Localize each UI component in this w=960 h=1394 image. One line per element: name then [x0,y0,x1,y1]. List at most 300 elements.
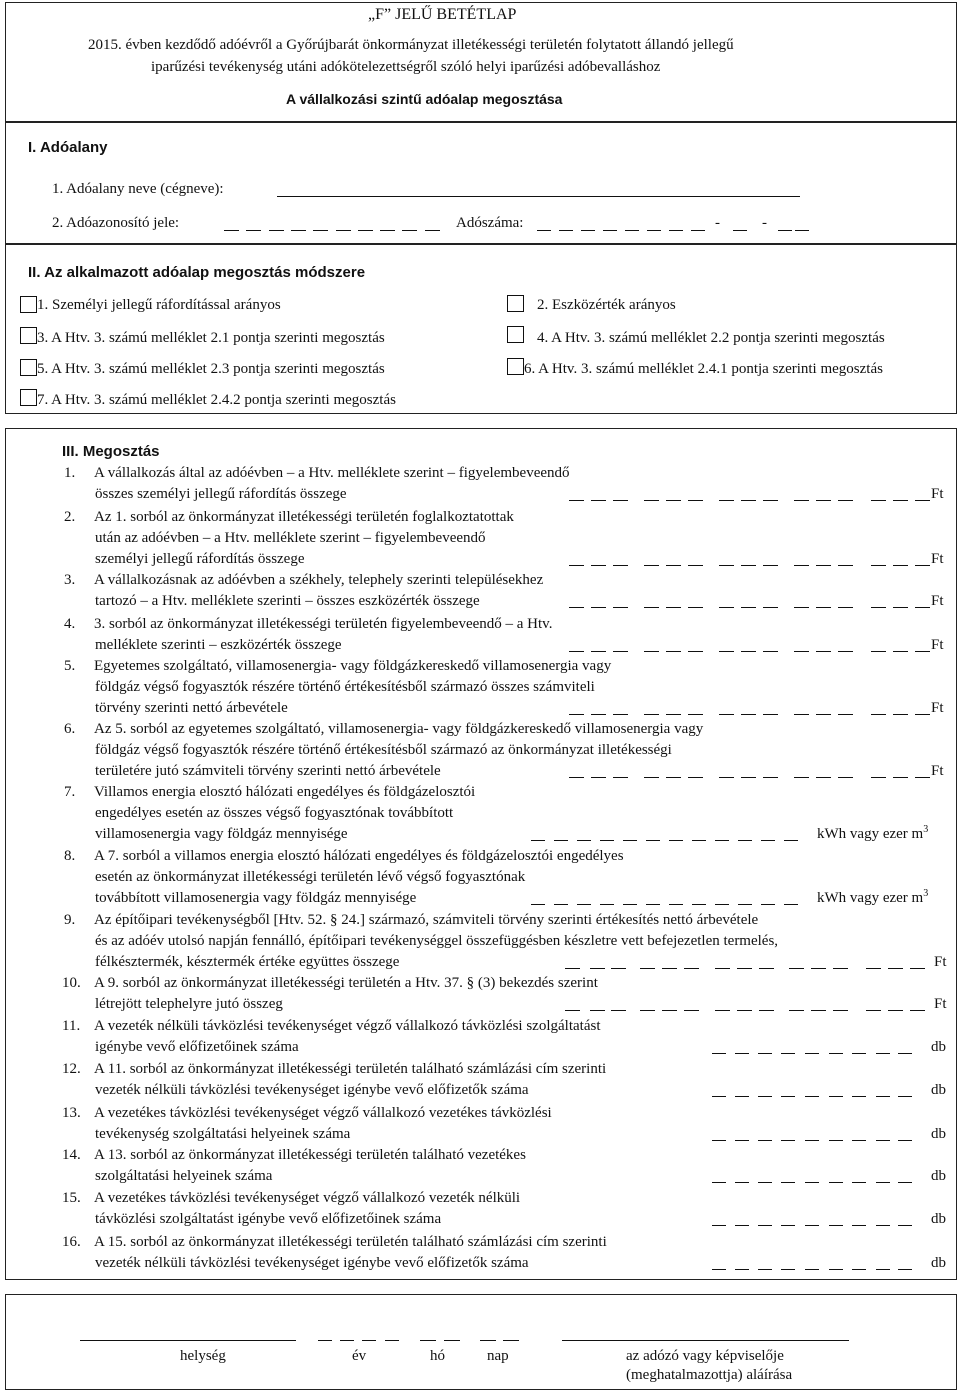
amount-digit-field[interactable] [915,565,930,566]
amount-digit-field[interactable] [876,1053,890,1054]
amount-digit-field[interactable] [719,651,734,652]
row-label-line: vezeték nélküli távközlési tevékenységet igénybe vevő előfizetők száma [95,1255,529,1271]
amount-digit-field[interactable] [781,1182,795,1183]
amount-digit-field[interactable] [531,840,545,841]
amount-digit-field[interactable] [644,714,659,715]
amount-digit-field[interactable] [888,968,903,969]
row-label-line: személyi jellegű ráfordítás összege [95,551,305,567]
row-number: 16. [62,1234,81,1250]
row-label-line: Az építőipari tevékenységből [Htv. 52. § 24.] származó, számviteli törvény szerinti értékesítés nettó árbevétele [94,912,759,928]
signer-label-1: az adózó vagy képviselője [626,1348,784,1364]
amount-digit-field[interactable] [852,1053,866,1054]
amount-digit-field[interactable] [640,1010,655,1011]
tax-number-digit[interactable] [537,230,551,231]
row-label-line: Az 5. sorból az egyetemes szolgáltató, villamosenergia- vagy földgázkereskedő villamosenergia vagy [94,721,704,737]
amount-digit-field[interactable] [816,651,831,652]
amount-digit-field[interactable] [781,1140,795,1141]
row-unit: db [931,1255,946,1271]
amount-digit-field[interactable] [763,714,778,715]
method-1-checkbox[interactable] [20,296,37,313]
method-2-checkbox[interactable] [507,295,524,312]
amount-digit-field[interactable] [893,714,908,715]
amount-digit-field[interactable] [893,565,908,566]
amount-digit-field[interactable] [759,1010,774,1011]
row-label-line: és az adóév utolsó napján fennálló, építőipari tevékenységgel összefüggésben készletre vett befejezetlen termelés, [95,933,779,949]
amount-digit-field[interactable] [644,565,659,566]
amount-digit-field[interactable] [688,565,703,566]
amount-digit-field[interactable] [805,1269,819,1270]
row-label-line: Villamos energia elosztó hálózati engedélyes és földgázelosztói [94,784,476,800]
tax-id-digit[interactable] [291,230,306,231]
amount-digit-field[interactable] [876,1269,890,1270]
row-number: 1. [64,465,76,481]
amount-digit-field[interactable] [794,777,809,778]
amount-digit-field[interactable] [805,1140,819,1141]
amount-digit-field[interactable] [829,1096,843,1097]
amount-digit-field[interactable] [554,904,568,905]
amount-digit-field[interactable] [613,651,628,652]
amount-digit-field[interactable] [871,651,886,652]
amount-digit-field[interactable] [662,968,677,969]
amount-digit-field[interactable] [761,840,775,841]
row-unit: Ft [931,637,944,653]
amount-digit-field[interactable] [600,904,614,905]
tax-number-digit[interactable] [733,230,747,231]
amount-digit-field[interactable] [758,1096,772,1097]
amount-digit-field[interactable] [565,1010,580,1011]
row-label-line: vezeték nélküli távközlési tevékenységet igénybe vevő előfizetők száma [95,1082,529,1098]
amount-digit-field[interactable] [644,651,659,652]
row-unit: Ft [931,763,944,779]
amount-digit-field[interactable] [871,607,886,608]
amount-digit-field[interactable] [623,840,637,841]
amount-digit-field[interactable] [737,968,752,969]
row-label-line: távközlési szolgáltatást igénybe vevő előfizetőinek száma [95,1211,442,1227]
year-field-2[interactable] [340,1340,354,1341]
year-field-4[interactable] [385,1340,399,1341]
tax-number-digit[interactable] [669,230,683,231]
amount-digit-field[interactable] [644,500,659,501]
tax-id-digit[interactable] [425,230,440,231]
tax-number-digit[interactable] [559,230,573,231]
amount-digit-field[interactable] [569,651,584,652]
amount-digit-field[interactable] [666,565,681,566]
amount-digit-field[interactable] [644,607,659,608]
amount-digit-field[interactable] [781,1269,795,1270]
amount-digit-field[interactable] [712,1096,726,1097]
amount-digit-field[interactable] [852,1140,866,1141]
amount-digit-field[interactable] [531,904,545,905]
amount-digit-field[interactable] [781,1096,795,1097]
amount-digit-field[interactable] [688,500,703,501]
amount-digit-field[interactable] [591,500,606,501]
amount-digit-field[interactable] [761,904,775,905]
amount-digit-field[interactable] [738,904,752,905]
month-field-2[interactable] [444,1340,460,1341]
signature-field[interactable] [562,1340,849,1341]
amount-digit-field[interactable] [763,777,778,778]
amount-digit-field[interactable] [898,1140,912,1141]
amount-digit-field[interactable] [888,1010,903,1011]
amount-digit-field[interactable] [719,777,734,778]
amount-digit-field[interactable] [666,714,681,715]
amount-digit-field[interactable] [666,500,681,501]
method-2-label: 2. Eszközérték arányos [537,297,676,313]
row-unit: Ft [931,700,944,716]
amount-digit-field[interactable] [741,714,756,715]
row-label-line: A vállalkozásnak az adóévben a székhely, telephely szerinti településekhez [94,572,544,588]
amount-digit-field[interactable] [646,840,660,841]
amount-digit-field[interactable] [644,777,659,778]
amount-digit-field[interactable] [794,500,809,501]
amount-digit-field[interactable] [613,565,628,566]
header-line-1: 2015. évben kezdődő adóévről a Győrújbarát önkormányzat illetékességi területén folytatott állandó jellegű [88,37,734,53]
amount-digit-field[interactable] [838,777,853,778]
amount-digit-field[interactable] [666,651,681,652]
amount-digit-field[interactable] [712,1053,726,1054]
row-unit: db [931,1039,946,1055]
row-label-line: igénybe vevő előfizetőinek száma [95,1039,299,1055]
tax-number-label: Adószáma: [456,215,524,231]
amount-digit-field[interactable] [758,1225,772,1226]
amount-digit-field[interactable] [893,777,908,778]
amount-digit-field[interactable] [829,1140,843,1141]
amount-digit-field[interactable] [590,1010,605,1011]
amount-digit-field[interactable] [893,607,908,608]
tax-number-digit[interactable] [778,230,792,231]
amount-digit-field[interactable] [789,1010,804,1011]
amount-digit-field[interactable] [893,500,908,501]
amount-digit-field[interactable] [666,777,681,778]
tax-number-sep-2: - [762,215,767,231]
amount-digit-field[interactable] [763,607,778,608]
amount-digit-field[interactable] [715,1010,730,1011]
amount-digit-field[interactable] [554,840,568,841]
row-label-line: villamosenergia vagy földgáz mennyisége [95,826,348,842]
amount-digit-field[interactable] [569,500,584,501]
row-label-line: A vállalkozás által az adóévben – a Htv. melléklete szerint – figyelembeveendő [94,465,570,481]
amount-digit-field[interactable] [758,1182,772,1183]
amount-digit-field[interactable] [741,777,756,778]
taxpayer-name-label: 1. Adóalany neve (cégneve): [52,181,224,197]
amount-digit-field[interactable] [737,1010,752,1011]
amount-digit-field[interactable] [910,968,925,969]
row-number: 3. [64,572,76,588]
amount-digit-field[interactable] [738,840,752,841]
row-number: 12. [62,1061,81,1077]
amount-digit-field[interactable] [898,1053,912,1054]
row-label-line: létrejött telephelyre jutó összeg [95,996,283,1012]
amount-digit-field[interactable] [811,968,826,969]
row-label-line: területére jutó számviteli törvény szerinti nettó árbevétele [95,763,441,779]
tax-number-digit[interactable] [647,230,661,231]
amount-digit-field[interactable] [876,1182,890,1183]
amount-digit-field[interactable] [910,1010,925,1011]
signature-box [5,1294,957,1390]
amount-digit-field[interactable] [613,777,628,778]
amount-digit-field[interactable] [591,651,606,652]
tax-id-digit[interactable] [336,230,351,231]
tax-id-digit[interactable] [313,230,328,231]
amount-digit-field[interactable] [684,968,699,969]
amount-digit-field[interactable] [805,1182,819,1183]
amount-digit-field[interactable] [876,1225,890,1226]
amount-digit-field[interactable] [735,1053,749,1054]
amount-digit-field[interactable] [838,714,853,715]
tax-id-digit[interactable] [224,230,239,231]
tax-number-digit[interactable] [691,230,705,231]
amount-digit-field[interactable] [712,1269,726,1270]
amount-digit-field[interactable] [600,840,614,841]
month-label: hó [430,1348,445,1364]
row-label-line: után az adóévben – a Htv. melléklete szerint – figyelembeveendő [95,530,486,546]
amount-digit-field[interactable] [712,1182,726,1183]
row-number: 14. [62,1147,81,1163]
place-field[interactable] [80,1340,296,1341]
amount-digit-field[interactable] [569,714,584,715]
amount-digit-field[interactable] [688,777,703,778]
section-2-heading: II. Az alkalmazott adóalap megosztás módszere [28,264,366,281]
amount-digit-field[interactable] [898,1182,912,1183]
amount-digit-field[interactable] [816,777,831,778]
amount-digit-field[interactable] [915,500,930,501]
amount-digit-field[interactable] [712,1140,726,1141]
method-1-label: 1. Személyi jellegű ráfordítással arányos [37,297,281,313]
amount-digit-field[interactable] [829,1225,843,1226]
amount-digit-field[interactable] [898,1225,912,1226]
amount-digit-field[interactable] [816,714,831,715]
amount-digit-field[interactable] [577,904,591,905]
row-unit: db [931,1168,946,1184]
amount-digit-field[interactable] [833,1010,848,1011]
amount-digit-field[interactable] [669,904,683,905]
place-label: helység [180,1348,226,1364]
amount-digit-field[interactable] [688,607,703,608]
row-label-line: törvény szerinti nettó árbevétele [95,700,288,716]
tax-number-digit[interactable] [581,230,595,231]
tax-id-digit[interactable] [246,230,261,231]
amount-digit-field[interactable] [758,1140,772,1141]
amount-digit-field[interactable] [915,777,930,778]
amount-digit-field[interactable] [816,565,831,566]
signer-label-2: (meghatalmazottja) aláírása [626,1367,793,1383]
amount-digit-field[interactable] [763,651,778,652]
tax-number-digit[interactable] [795,230,809,231]
row-number: 10. [62,975,81,991]
amount-digit-field[interactable] [684,1010,699,1011]
amount-digit-field[interactable] [613,607,628,608]
section-1-heading: I. Adóalany [28,139,108,156]
amount-digit-field[interactable] [577,840,591,841]
amount-digit-field[interactable] [715,968,730,969]
amount-digit-field[interactable] [876,1140,890,1141]
amount-digit-field[interactable] [669,840,683,841]
amount-digit-field[interactable] [758,1053,772,1054]
tax-number-digit[interactable] [625,230,639,231]
amount-digit-field[interactable] [741,565,756,566]
row-number: 15. [62,1190,81,1206]
amount-digit-field[interactable] [590,968,605,969]
amount-digit-field[interactable] [838,651,853,652]
amount-digit-field[interactable] [794,565,809,566]
amount-digit-field[interactable] [688,714,703,715]
amount-digit-field[interactable] [794,714,809,715]
amount-digit-field[interactable] [829,1182,843,1183]
amount-digit-field[interactable] [871,777,886,778]
amount-digit-field[interactable] [741,651,756,652]
amount-digit-field[interactable] [763,565,778,566]
amount-digit-field[interactable] [833,968,848,969]
amount-digit-field[interactable] [871,500,886,501]
row-label-line: A 13. sorból az önkormányzat illetékességi területén található vezetékes [94,1147,526,1163]
amount-digit-field[interactable] [719,607,734,608]
amount-digit-field[interactable] [735,1269,749,1270]
amount-digit-field[interactable] [898,1269,912,1270]
amount-digit-field[interactable] [591,714,606,715]
row-label-line: engedélyes esetén az összes végső fogyasztónak továbbított [95,805,454,821]
row-label-line: összes személyi jellegű ráfordítás összege [95,486,347,502]
amount-digit-field[interactable] [794,607,809,608]
amount-digit-field[interactable] [712,1225,726,1226]
amount-digit-field[interactable] [805,1096,819,1097]
amount-digit-field[interactable] [735,1225,749,1226]
amount-digit-field[interactable] [893,651,908,652]
amount-digit-field[interactable] [640,968,655,969]
amount-digit-field[interactable] [741,607,756,608]
amount-digit-field[interactable] [915,651,930,652]
row-unit: Ft [931,593,944,609]
amount-digit-field[interactable] [611,1010,626,1011]
amount-digit-field[interactable] [591,565,606,566]
amount-digit-field[interactable] [852,1096,866,1097]
amount-digit-field[interactable] [811,1010,826,1011]
amount-digit-field[interactable] [646,904,660,905]
method-5-checkbox[interactable] [20,359,37,376]
amount-digit-field[interactable] [715,904,729,905]
amount-digit-field[interactable] [623,904,637,905]
row-label-line: továbbított villamosenergia vagy földgáz mennyisége [95,890,417,906]
amount-digit-field[interactable] [763,500,778,501]
amount-digit-field[interactable] [735,1182,749,1183]
row-number: 11. [62,1018,81,1034]
method-7-checkbox[interactable] [20,389,37,406]
row-label-line: A vezetékes távközlési tevékenységet végző vállalkozó vezetékes távközlési [94,1105,552,1121]
amount-digit-field[interactable] [829,1269,843,1270]
amount-digit-field[interactable] [781,1225,795,1226]
tax-id-digit[interactable] [358,230,373,231]
unit-superscript: 3 [923,824,929,835]
method-4-checkbox[interactable] [507,326,524,343]
year-field-1[interactable] [318,1340,332,1341]
amount-digit-field[interactable] [915,607,930,608]
amount-digit-field[interactable] [735,1140,749,1141]
method-6-label: 6. A Htv. 3. számú melléklet 2.4.1 pontja szerinti megosztás [524,361,883,377]
row-label-line: A 7. sorból a villamos energia elosztó hálózati engedélyes és földgázelosztói engedélyes [94,848,624,864]
amount-digit-field[interactable] [852,1182,866,1183]
amount-digit-field[interactable] [569,565,584,566]
amount-digit-field[interactable] [784,840,798,841]
amount-digit-field[interactable] [611,968,626,969]
amount-digit-field[interactable] [805,1053,819,1054]
amount-digit-field[interactable] [876,1096,890,1097]
taxpayer-name-field[interactable] [277,196,800,197]
month-field-1[interactable] [420,1340,436,1341]
amount-digit-field[interactable] [662,1010,677,1011]
amount-digit-field[interactable] [735,1096,749,1097]
row-unit: kWh vagy ezer $m^3$ [817,888,929,906]
amount-digit-field[interactable] [692,840,706,841]
amount-digit-field[interactable] [784,904,798,905]
row-unit: db [931,1211,946,1227]
amount-digit-field[interactable] [759,968,774,969]
unit-superscript: 3 [923,888,929,899]
tax-id-label: 2. Adóazonosító jele: [52,215,180,231]
amount-digit-field[interactable] [613,500,628,501]
amount-digit-field[interactable] [741,500,756,501]
amount-digit-field[interactable] [838,565,853,566]
row-label-line: esetén az önkormányzat illetékességi területén lévő végső fogyasztónak [95,869,526,885]
amount-digit-field[interactable] [871,565,886,566]
amount-digit-field[interactable] [794,651,809,652]
amount-digit-field[interactable] [816,607,831,608]
amount-digit-field[interactable] [758,1269,772,1270]
amount-digit-field[interactable] [838,500,853,501]
method-3-checkbox[interactable] [20,327,37,344]
amount-digit-field[interactable] [569,607,584,608]
amount-digit-field[interactable] [692,904,706,905]
amount-digit-field[interactable] [871,714,886,715]
method-6-checkbox[interactable] [507,358,524,375]
amount-digit-field[interactable] [719,714,734,715]
amount-digit-field[interactable] [866,1010,881,1011]
amount-digit-field[interactable] [789,968,804,969]
amount-digit-field[interactable] [781,1053,795,1054]
amount-digit-field[interactable] [915,714,930,715]
amount-digit-field[interactable] [852,1225,866,1226]
tax-id-digit[interactable] [380,230,395,231]
row-label-line: A 15. sorból az önkormányzat illetékességi területén található számlázási cím szerinti [94,1234,607,1250]
row-label-line: Egyetemes szolgáltató, villamosenergia- vagy földgázkereskedő villamosenergia vagy [94,658,612,674]
amount-digit-field[interactable] [613,714,628,715]
tax-id-digit[interactable] [269,230,284,231]
row-number: 4. [64,616,76,632]
amount-digit-field[interactable] [715,840,729,841]
amount-digit-field[interactable] [838,607,853,608]
year-field-3[interactable] [362,1340,376,1341]
amount-digit-field[interactable] [591,607,606,608]
day-field-1[interactable] [480,1340,496,1341]
day-field-2[interactable] [503,1340,519,1341]
amount-digit-field[interactable] [898,1096,912,1097]
amount-digit-field[interactable] [852,1269,866,1270]
amount-digit-field[interactable] [816,500,831,501]
amount-digit-field[interactable] [591,777,606,778]
amount-digit-field[interactable] [805,1225,819,1226]
header-subtitle: A vállalkozási szintű adóalap megosztása [286,91,563,107]
row-label-line: A vezeték nélküli távközlési tevékenységet végző vállalkozó távközlési szolgáltatást [94,1018,601,1034]
amount-digit-field[interactable] [719,565,734,566]
amount-digit-field[interactable] [666,607,681,608]
amount-digit-field[interactable] [565,968,580,969]
amount-digit-field[interactable] [569,777,584,778]
amount-digit-field[interactable] [829,1053,843,1054]
header-line-2: iparűzési tevékenység utáni adókötelezettségről szóló helyi iparűzési adóbevalláshoz [151,59,661,75]
amount-digit-field[interactable] [688,651,703,652]
amount-digit-field[interactable] [719,500,734,501]
tax-number-digit[interactable] [603,230,617,231]
amount-digit-field[interactable] [866,968,881,969]
tax-id-digit[interactable] [402,230,417,231]
